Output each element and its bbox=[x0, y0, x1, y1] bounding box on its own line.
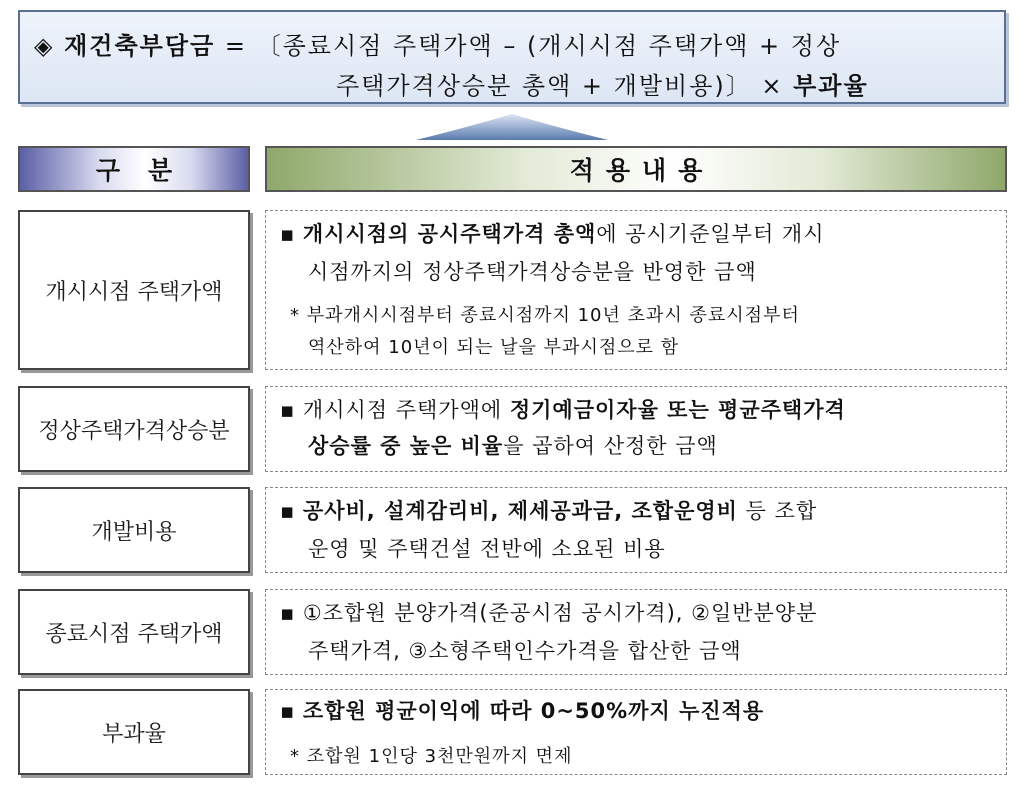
asterisk-icon: * bbox=[290, 305, 300, 326]
bullet-line-2: 주택가격, ③소형주택인수가격을 합산한 금액 bbox=[308, 639, 742, 663]
text: 을 곱하여 산정한 금액 bbox=[503, 434, 718, 458]
formula-term-charge: 재건축부담금 bbox=[64, 32, 216, 60]
formula-term-rate: 부과율 bbox=[793, 72, 869, 100]
asterisk-icon: * bbox=[290, 746, 300, 767]
bullet-line-1 bbox=[280, 494, 817, 528]
bold-text: 공사비, 설계감리비, 제세공과금, 조합운영비 bbox=[302, 499, 738, 523]
note-text: 부과개시시점부터 종료시점까지 10년 초과시 종료시점부터 bbox=[306, 305, 800, 326]
bullet-line-2 bbox=[308, 429, 718, 463]
text: ①조합원 분양가격(준공시점 공시가격), ②일반분양분 bbox=[302, 601, 818, 625]
bullet-icon: ▪ bbox=[280, 398, 296, 422]
diamond-bullet-icon: ◈ bbox=[34, 32, 55, 60]
bold-text: 상승률 중 높은 비율 bbox=[308, 434, 504, 458]
bullet-line-1 bbox=[280, 217, 824, 251]
category-dev-cost: 개발비용 bbox=[18, 487, 250, 573]
text: 에 공시기준일부터 개시 bbox=[596, 222, 825, 246]
note-line-1 bbox=[290, 301, 800, 331]
formula-text-2: 주택가격상승분 총액 + 개발비용)〕 × bbox=[336, 72, 794, 100]
up-arrow-icon bbox=[412, 112, 612, 144]
header-category: 구분 bbox=[18, 146, 250, 192]
bullet-line-1 bbox=[280, 393, 846, 427]
formula-line-2 bbox=[336, 66, 869, 101]
content-dev-cost bbox=[265, 487, 1007, 573]
bullet-line-2: 시점까지의 정상주택가격상승분을 반영한 금액 bbox=[308, 260, 757, 284]
bullet-icon: ▪ bbox=[280, 499, 296, 523]
content-normal-increase bbox=[265, 386, 1007, 472]
content-start-value bbox=[265, 210, 1007, 370]
text: 등 조합 bbox=[737, 499, 818, 523]
category-levy-rate: 부과율 bbox=[18, 689, 250, 775]
bullet-icon: ▪ bbox=[280, 222, 296, 246]
note-text: 조합원 1인당 3천만원까지 면제 bbox=[306, 746, 573, 767]
bullet-line-1 bbox=[280, 596, 817, 630]
text: 개시시점 주택가액에 bbox=[302, 398, 510, 422]
content-levy-rate bbox=[265, 689, 1007, 775]
bullet-icon: ▪ bbox=[280, 601, 296, 625]
category-end-value: 종료시점 주택가액 bbox=[18, 589, 250, 675]
bold-text: 정기예금이자율 또는 평균주택가격 bbox=[509, 398, 846, 422]
bullet-icon: ▪ bbox=[280, 699, 296, 723]
note-line-2: 역산하여 10년이 되는 날을 부과시점으로 함 bbox=[308, 337, 680, 358]
bold-text: 개시시점의 공시주택가격 총액 bbox=[302, 222, 597, 246]
category-start-value: 개시시점 주택가액 bbox=[18, 210, 250, 370]
formula-line-1 bbox=[34, 26, 841, 61]
note-line-1 bbox=[290, 742, 572, 772]
header-content: 적용내용 bbox=[265, 146, 1007, 192]
formula-text-1: = 〔종료시점 주택가액 – (개시시점 주택가액 + 정상 bbox=[215, 32, 842, 60]
bold-text: 조합원 평균이익에 따라 0~50%까지 누진적용 bbox=[302, 699, 765, 723]
content-end-value bbox=[265, 589, 1007, 675]
bullet-line-1 bbox=[280, 694, 764, 728]
category-normal-increase: 정상주택가격상승분 bbox=[18, 386, 250, 472]
bullet-line-2: 운영 및 주택건설 전반에 소요된 비용 bbox=[308, 537, 666, 561]
formula-box bbox=[18, 10, 1006, 104]
